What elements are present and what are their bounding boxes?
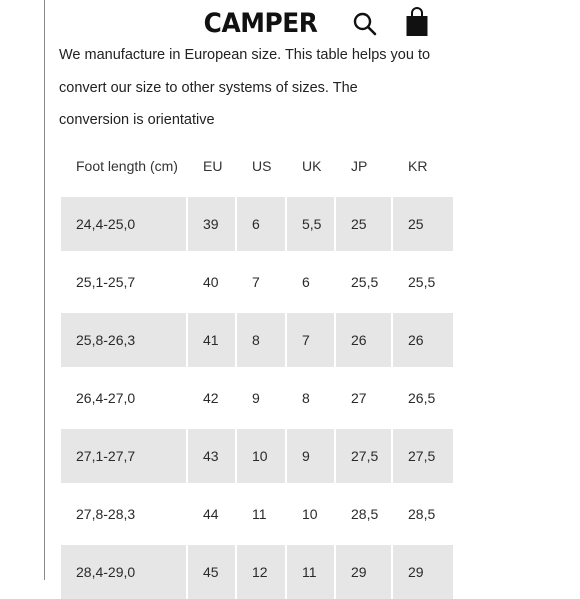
table-row: [61, 197, 481, 251]
camper-logo[interactable]: CAMPER: [203, 8, 318, 39]
table-row: [61, 255, 481, 309]
column-header-eu: EU: [203, 158, 223, 174]
cell-kr: 28,5: [408, 506, 436, 522]
cell-jp: 27: [351, 390, 367, 406]
table-row: [61, 313, 481, 367]
cell-us: 9: [252, 390, 260, 406]
cell-kr: 26: [393, 313, 453, 367]
cell-us: 7: [252, 274, 260, 290]
column-header-foot-length: Foot length (cm): [76, 158, 178, 174]
cell-uk: 8: [302, 390, 310, 406]
cell-us: 8: [237, 313, 285, 367]
cell-uk: 6: [302, 274, 310, 290]
shopping-bag-icon[interactable]: [405, 7, 429, 37]
column-header-kr: KR: [408, 158, 428, 174]
cell-eu: 40: [203, 274, 219, 290]
cell-uk: 5,5: [287, 197, 334, 251]
cell-jp: 28,5: [351, 506, 379, 522]
cell-uk: 11: [287, 545, 334, 599]
size-conversion-table: [61, 139, 436, 589]
cell-kr: 26,5: [408, 390, 436, 406]
cell-jp: 27,5: [336, 429, 391, 483]
table-header-row: [61, 139, 481, 193]
cell-jp: 25,5: [351, 274, 379, 290]
cell-us: 10: [237, 429, 285, 483]
cell-kr: 25: [393, 197, 453, 251]
cell-us: 11: [252, 506, 267, 522]
cell-foot-length: 26,4-27,0: [76, 390, 136, 406]
cell-eu: 42: [203, 390, 219, 406]
cell-jp: 26: [336, 313, 391, 367]
cell-eu: 44: [203, 506, 219, 522]
cell-eu: 41: [188, 313, 235, 367]
cell-us: 6: [237, 197, 285, 251]
column-header-jp: JP: [351, 158, 368, 174]
search-icon[interactable]: [352, 11, 378, 37]
size-guide-intro-text: We manufacture in European size. This table helps you to convert our size to other systems of sizes. The conversion is orientative: [59, 47, 431, 128]
cell-uk: 9: [287, 429, 334, 483]
cell-uk: 7: [287, 313, 334, 367]
cell-foot-length: 25,8-26,3: [61, 313, 186, 367]
cell-foot-length: 28,4-29,0: [61, 545, 186, 599]
cell-eu: 39: [188, 197, 235, 251]
cell-us: 12: [237, 545, 285, 599]
table-row: [61, 487, 481, 541]
cell-kr: 27,5: [393, 429, 453, 483]
table-row: [61, 429, 481, 483]
cell-jp: 29: [336, 545, 391, 599]
column-header-uk: UK: [302, 158, 322, 174]
cell-eu: 43: [188, 429, 235, 483]
cell-foot-length: 25,1-25,7: [76, 274, 136, 290]
table-row: [61, 371, 481, 425]
cell-eu: 45: [188, 545, 235, 599]
table-row: [61, 545, 481, 599]
left-border: [44, 0, 45, 580]
cell-uk: 10: [302, 506, 318, 522]
cell-kr: 25,5: [408, 274, 436, 290]
cell-jp: 25: [336, 197, 391, 251]
cell-kr: 29: [393, 545, 453, 599]
column-header-us: US: [252, 158, 272, 174]
cell-foot-length: 24,4-25,0: [61, 197, 186, 251]
cell-foot-length: 27,1-27,7: [61, 429, 186, 483]
cell-foot-length: 27,8-28,3: [76, 506, 136, 522]
